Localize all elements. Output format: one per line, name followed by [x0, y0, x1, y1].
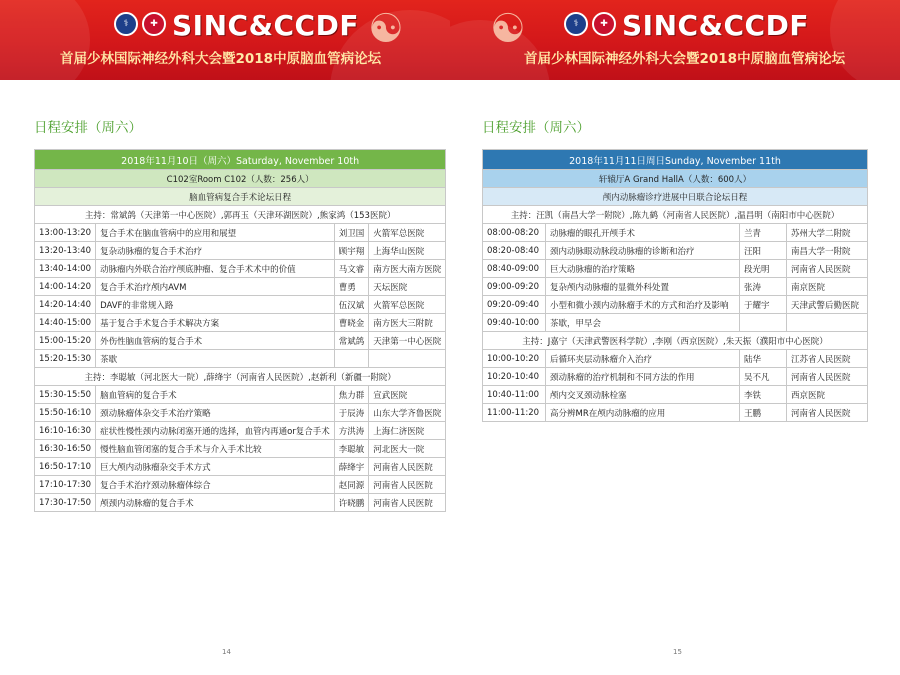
left-schedule-table	[34, 149, 446, 512]
speaker-cell: 焦力群	[334, 386, 369, 404]
table-row	[35, 314, 446, 332]
title-cell: 复杂动脉瘤的复合手术治疗	[96, 242, 335, 260]
title-cell: 小型和微小颈内动脉瘤手术的方式和治疗及影响	[546, 296, 740, 314]
speaker-cell: 曹勇	[334, 278, 369, 296]
time-cell: 15:20-15:30	[35, 350, 96, 368]
title-cell: 动脉瘤的眼孔开颅手术	[546, 224, 740, 242]
institution-cell: 江苏省人民医院	[787, 350, 868, 368]
title-cell: 后循环夹层动脉瘤介入治疗	[546, 350, 740, 368]
table-row	[35, 278, 446, 296]
institution-cell: 河南省人民医院	[369, 458, 446, 476]
table-row	[35, 386, 446, 404]
title-cell: 复合手术在脑血管病中的应用和展望	[96, 224, 335, 242]
table-row	[483, 242, 868, 260]
table-row	[35, 422, 446, 440]
speaker-cell: 李铁	[740, 386, 787, 404]
table-row	[483, 278, 868, 296]
chair-row: 主持：J嘉宁（天津武警医科学院）,李刚（西京医院）,朱天振（濮阳市中心医院）	[483, 332, 868, 350]
table-row	[35, 260, 446, 278]
time-cell: 16:30-16:50	[35, 440, 96, 458]
time-cell: 09:20-09:40	[483, 296, 546, 314]
left-date-header: 2018年11月10日（周六）Saturday, November 10th	[35, 150, 446, 170]
title-cell: 复合手术治疗颅内AVM	[96, 278, 335, 296]
institution-cell: 上海仁济医院	[369, 422, 446, 440]
institution-cell: 天坛医院	[369, 278, 446, 296]
time-cell: 10:20-10:40	[483, 368, 546, 386]
time-cell: 08:40-09:00	[483, 260, 546, 278]
title-cell: 脑血管病的复合手术	[96, 386, 335, 404]
table-row	[35, 242, 446, 260]
right-page-number: 15	[673, 648, 682, 656]
institution-cell: 火箭军总医院	[369, 224, 446, 242]
speaker-cell: 赵同源	[334, 476, 369, 494]
title-cell: DAVF的非常规入路	[96, 296, 335, 314]
speaker-cell: 许晓鹏	[334, 494, 369, 512]
title-cell: 动脉瘤内外联合治疗颅底肿瘤、复合手术术中的价值	[96, 260, 335, 278]
title-cell: 颅颈内动脉瘤的复合手术	[96, 494, 335, 512]
conference-subtitle: 首届少林国际神经外科大会暨2018中原脑血管病论坛	[524, 51, 846, 67]
table-row	[35, 476, 446, 494]
title-cell: 颅内交叉颈动脉栓塞	[546, 386, 740, 404]
speaker-cell: 马文睿	[334, 260, 369, 278]
martial-artist-icon: ☯	[368, 6, 404, 52]
title-cell: 慢性脑血管闭塞的复合手术与介入手术比较	[96, 440, 335, 458]
institution-cell: 南方医大三附院	[369, 314, 446, 332]
time-cell: 10:00-10:20	[483, 350, 546, 368]
speaker-cell: 吴不凡	[740, 368, 787, 386]
conference-logos	[564, 12, 616, 36]
chair-row: 主持：常斌鸽（天津第一中心医院）,郭再玉（天津环湖医院）,熊家鸿（153医院）	[35, 206, 446, 224]
banner-right	[450, 0, 900, 80]
speaker-cell: 伍汉斌	[334, 296, 369, 314]
institution-cell: 南方医大南方医院	[369, 260, 446, 278]
institution-cell: 天津第一中心医院	[369, 332, 446, 350]
speaker-cell: 顾宇翔	[334, 242, 369, 260]
institution-cell: 上海华山医院	[369, 242, 446, 260]
table-row	[483, 404, 868, 422]
speaker-cell: 张涛	[740, 278, 787, 296]
institution-cell	[787, 314, 868, 332]
title-cell: 颈动脉瘤体杂交手术治疗策略	[96, 404, 335, 422]
institution-cell: 河南省人民医院	[787, 404, 868, 422]
institution-cell: 河南省人民医院	[787, 368, 868, 386]
right-date-header: 2018年11月11日周日Sunday, November 11th	[483, 150, 868, 170]
conference-subtitle: 首届少林国际神经外科大会暨2018中原脑血管病论坛	[60, 51, 382, 67]
left-section-title: 日程安排（周六）	[34, 120, 142, 136]
institution-cell: 宣武医院	[369, 386, 446, 404]
institution-cell: 西京医院	[787, 386, 868, 404]
table-row	[483, 296, 868, 314]
table-row	[35, 296, 446, 314]
speaker-cell: 方洪涛	[334, 422, 369, 440]
speaker-cell: 薛绛宇	[334, 458, 369, 476]
title-cell: 复杂颅内动脉瘤的显微外科处置	[546, 278, 740, 296]
right-session-row: 颅内动脉瘤诊疗进展中日联合论坛日程	[483, 188, 868, 206]
time-cell: 17:10-17:30	[35, 476, 96, 494]
institution-cell: 河南省人民医院	[369, 476, 446, 494]
table-row	[35, 494, 446, 512]
institution-cell: 苏州大学二附院	[787, 224, 868, 242]
speaker-cell: 李聪敏	[334, 440, 369, 458]
time-cell: 13:40-14:00	[35, 260, 96, 278]
right-section-title: 日程安排（周六）	[482, 120, 590, 136]
table-row	[35, 404, 446, 422]
speaker-cell: 于耀宇	[740, 296, 787, 314]
time-cell: 10:40-11:00	[483, 386, 546, 404]
sinc-logo-icon: ⚕	[564, 12, 588, 36]
speaker-cell: 常斌鸽	[334, 332, 369, 350]
table-row	[483, 224, 868, 242]
title-cell: 复合手术治疗颈动脉瘤体综合	[96, 476, 335, 494]
left-page-number: 14	[222, 648, 231, 656]
title-cell: 颈内动脉眼动脉段动脉瘤的诊断和治疗	[546, 242, 740, 260]
right-room-row: 轩辕厅A Grand HallA（人数：600人）	[483, 170, 868, 188]
time-cell: 09:00-09:20	[483, 278, 546, 296]
time-cell: 14:00-14:20	[35, 278, 96, 296]
left-room-row: C102室Room C102（人数：256人）	[35, 170, 446, 188]
table-row	[35, 350, 446, 368]
time-cell: 15:30-15:50	[35, 386, 96, 404]
title-cell: 外伤性脑血管病的复合手术	[96, 332, 335, 350]
speaker-cell	[334, 350, 369, 368]
speaker-cell: 于辰涛	[334, 404, 369, 422]
institution-cell: 南昌大学一附院	[787, 242, 868, 260]
chair-row: 主持：汪凯（南昌大学一附院）,陈九鹤（河南省人民医院）,温昌明（南阳市中心医院）	[483, 206, 868, 224]
title-cell: 基于复合手术复合手术解决方案	[96, 314, 335, 332]
speaker-cell: 曹晓金	[334, 314, 369, 332]
institution-cell: 火箭军总医院	[369, 296, 446, 314]
right-schedule-table	[482, 149, 868, 422]
institution-cell: 河北医大一院	[369, 440, 446, 458]
martial-artist-icon: ☯	[490, 6, 526, 52]
time-cell: 13:20-13:40	[35, 242, 96, 260]
table-row	[483, 350, 868, 368]
ccdf-logo-icon: ✚	[142, 12, 166, 36]
time-cell: 14:40-15:00	[35, 314, 96, 332]
institution-cell: 河南省人民医院	[369, 494, 446, 512]
brand-title: SINC&CCDF	[172, 9, 359, 42]
time-cell: 11:00-11:20	[483, 404, 546, 422]
time-cell: 14:20-14:40	[35, 296, 96, 314]
speaker-cell	[740, 314, 787, 332]
time-cell: 16:50-17:10	[35, 458, 96, 476]
time-cell: 16:10-16:30	[35, 422, 96, 440]
sinc-logo-icon: ⚕	[114, 12, 138, 36]
speaker-cell: 兰青	[740, 224, 787, 242]
table-row	[35, 224, 446, 242]
brand-title: SINC&CCDF	[622, 9, 809, 42]
institution-cell: 山东大学齐鲁医院	[369, 404, 446, 422]
institution-cell: 河南省人民医院	[787, 260, 868, 278]
time-cell: 17:30-17:50	[35, 494, 96, 512]
title-cell: 颈动脉瘤的治疗机制和不同方法的作用	[546, 368, 740, 386]
speaker-cell: 段光明	[740, 260, 787, 278]
institution-cell: 天津武警后勤医院	[787, 296, 868, 314]
time-cell: 15:50-16:10	[35, 404, 96, 422]
table-row	[483, 260, 868, 278]
title-cell: 症状性慢性颈内动脉闭塞开通的选择，血管内再通or复合手术	[96, 422, 335, 440]
table-row	[35, 332, 446, 350]
banner-left	[0, 0, 450, 80]
speaker-cell: 汪阳	[740, 242, 787, 260]
time-cell: 09:40-10:00	[483, 314, 546, 332]
title-cell: 巨大颅内动脉瘤杂交手术方式	[96, 458, 335, 476]
conference-logos	[114, 12, 166, 36]
table-row	[35, 458, 446, 476]
title-cell: 茶歇	[96, 350, 335, 368]
institution-cell: 南京医院	[787, 278, 868, 296]
institution-cell	[369, 350, 446, 368]
speaker-cell: 王鹏	[740, 404, 787, 422]
time-cell: 13:00-13:20	[35, 224, 96, 242]
title-cell: 茶歇，甲早会	[546, 314, 740, 332]
speaker-cell: 刘卫国	[334, 224, 369, 242]
title-cell: 巨大动脉瘤的治疗策略	[546, 260, 740, 278]
left-session-row: 脑血管病复合手术论坛日程	[35, 188, 446, 206]
table-row	[483, 368, 868, 386]
title-cell: 高分辨MR在颅内动脉瘤的应用	[546, 404, 740, 422]
ccdf-logo-icon: ✚	[592, 12, 616, 36]
time-cell: 08:00-08:20	[483, 224, 546, 242]
time-cell: 08:20-08:40	[483, 242, 546, 260]
time-cell: 15:00-15:20	[35, 332, 96, 350]
table-row	[35, 440, 446, 458]
speaker-cell: 陆华	[740, 350, 787, 368]
table-row	[483, 314, 868, 332]
chair-row: 主持：李聪敏（河北医大一院）,薛绛宇（河南省人民医院）,赵新利（新疆一附院）	[35, 368, 446, 386]
table-row	[483, 386, 868, 404]
